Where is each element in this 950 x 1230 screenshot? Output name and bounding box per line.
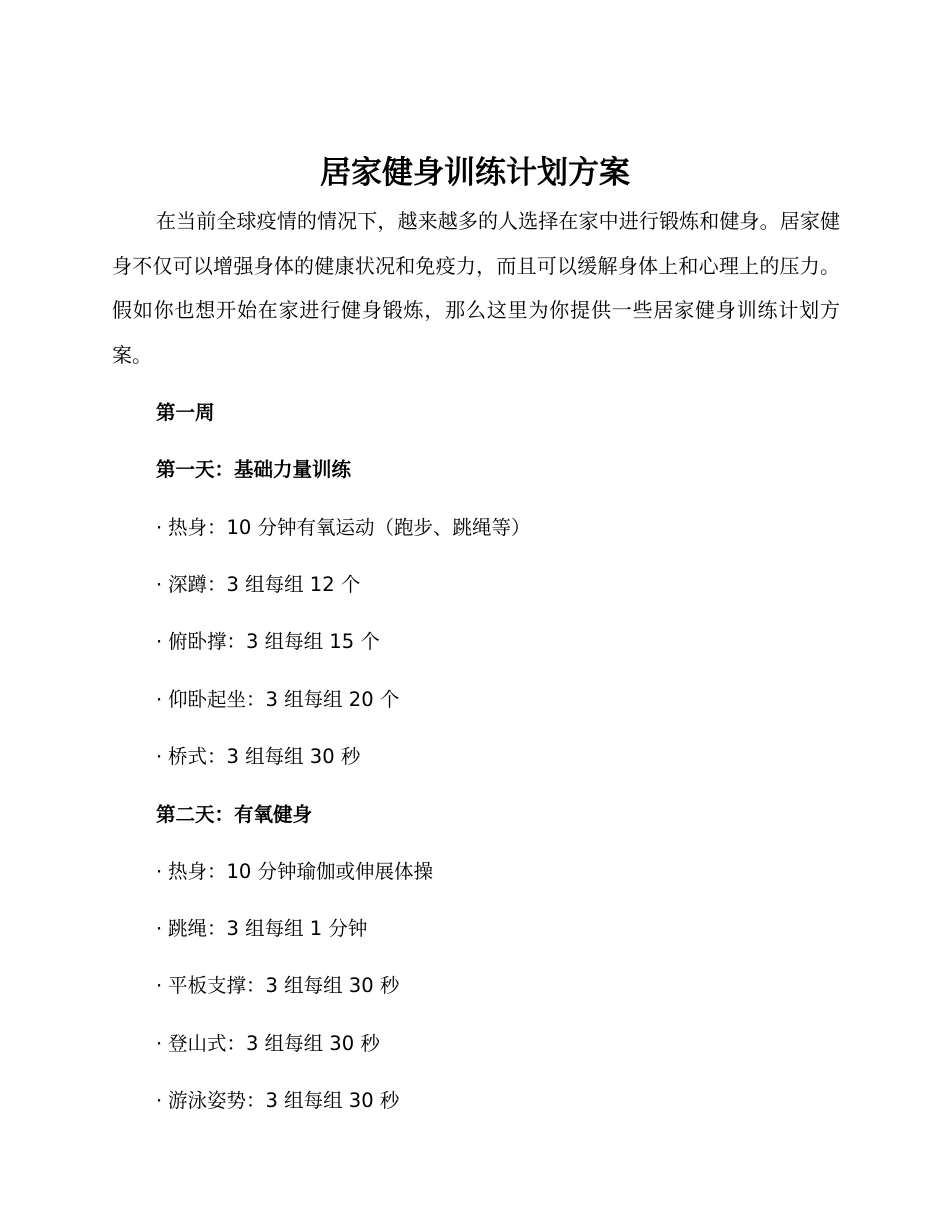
list-item-text: 俯卧撑：3 组每组 15 个 [168, 630, 380, 653]
day2-heading: 第二天：有氧健身 [156, 803, 313, 826]
list-item [156, 742, 360, 772]
list-item [156, 570, 360, 600]
list-item-text: 桥式：3 组每组 30 秒 [168, 745, 361, 768]
list-item-text: 热身：10 分钟有氧运动（跑步、跳绳等） [168, 516, 531, 539]
bullet-icon: · [156, 1032, 163, 1055]
list-item [156, 685, 399, 715]
list-item-text: 游泳姿势：3 组每组 30 秒 [168, 1089, 400, 1112]
list-item [156, 914, 367, 944]
bullet-icon: · [156, 974, 163, 997]
list-item [156, 971, 399, 1001]
list-item-text: 跳绳：3 组每组 1 分钟 [168, 917, 368, 940]
list-item-text: 登山式：3 组每组 30 秒 [168, 1032, 380, 1055]
intro-paragraph: 在当前全球疫情的情况下，越来越多的人选择在家中进行锻炼和健身。居家健身不仅可以增强身体的健康状况和免疫力，而且可以缓解身体上和心理上的压力。假如你也想开始在家进行健身锻炼，那么这里为你提供一些居家健身训练计划方案。 [112, 209, 840, 367]
bullet-icon: · [156, 860, 163, 883]
list-item [156, 513, 531, 543]
bullet-icon: · [156, 516, 163, 539]
day1-heading: 第一天：基础力量训练 [156, 458, 352, 481]
bullet-icon: · [156, 573, 163, 596]
document-title: 居家健身训练计划方案 [320, 155, 630, 191]
bullet-icon: · [156, 745, 163, 768]
list-item-text: 平板支撑：3 组每组 30 秒 [168, 974, 400, 997]
list-item [156, 1086, 399, 1116]
list-item [156, 1029, 380, 1059]
list-item [156, 627, 380, 657]
bullet-icon: · [156, 917, 163, 940]
bullet-icon: · [156, 1089, 163, 1112]
bullet-icon: · [156, 630, 163, 653]
bullet-icon: · [156, 688, 163, 711]
list-item [156, 857, 433, 887]
list-item-text: 热身：10 分钟瑜伽或伸展体操 [168, 860, 434, 883]
list-item-text: 仰卧起坐：3 组每组 20 个 [168, 688, 400, 711]
week-label: 第一周 [156, 401, 215, 424]
list-item-text: 深蹲：3 组每组 12 个 [168, 573, 361, 596]
